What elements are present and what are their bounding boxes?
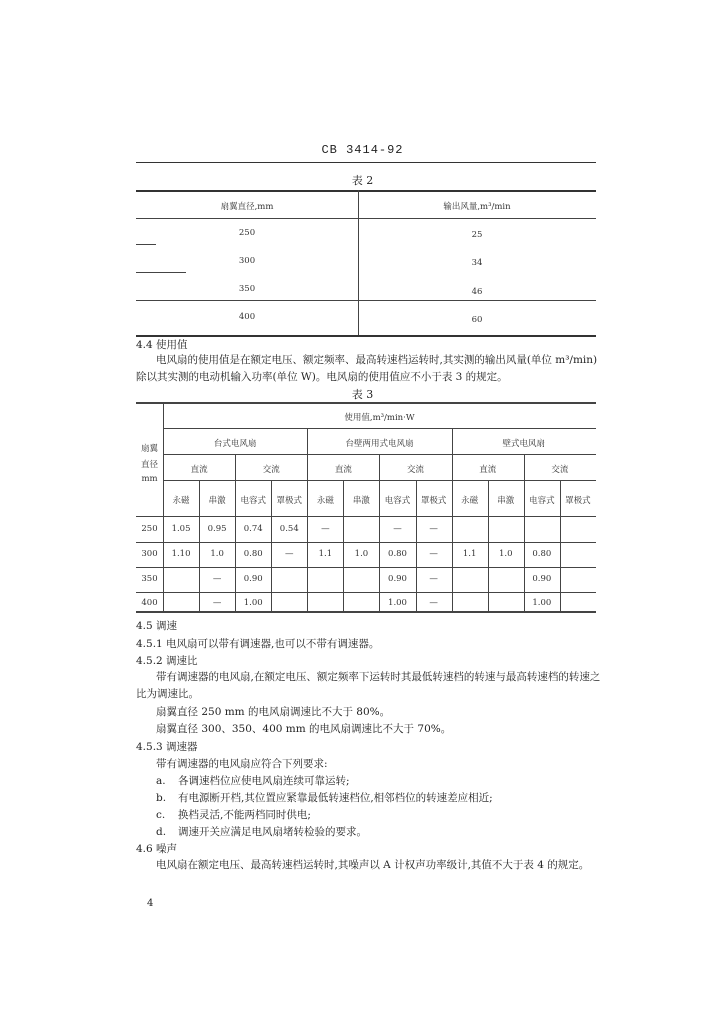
table3-col-header: 永磁 — [172, 496, 190, 506]
table2-diameter-4: 400 — [238, 312, 256, 322]
table3-row-diameter: 250 — [141, 524, 158, 534]
list-item — [156, 807, 311, 822]
table3-row-rule — [136, 592, 596, 593]
table2-diameter-2: 300 — [238, 256, 256, 266]
table3-rowhead-divider — [163, 402, 164, 613]
table3-group-header: 台壁两用式电风扇 — [345, 439, 414, 449]
table3-subgroup-header: 交流 — [551, 465, 569, 475]
table3-bottom-rule — [136, 611, 596, 613]
table3-rowhead-2: 直径 — [140, 460, 158, 470]
list-text: 换档灵活,不能两档同时供电; — [178, 809, 311, 821]
table2-flow-3: 46 — [471, 287, 483, 297]
table3-rowhead-1: 扇翼 — [140, 444, 158, 454]
table2-header-rule — [136, 218, 596, 219]
list-text: 调速开关应满足电风扇堵转检验的要求。 — [178, 826, 367, 838]
table3-cell: — — [429, 524, 438, 534]
table3-col-header: 电容式 — [529, 496, 555, 506]
table3-cell: 1.0 — [354, 549, 369, 559]
table3-cell: 1.1 — [462, 549, 477, 559]
table3-rowhead-3: mm — [141, 474, 158, 484]
table3-cell: — — [429, 574, 438, 584]
table3-col-header: 电容式 — [240, 496, 266, 506]
table2-diameter-1: 250 — [238, 228, 256, 238]
table3-cell: 0.95 — [207, 524, 227, 534]
section-4-5-2-line-2: 扇翼直径 300、350、400 mm 的电风扇调速比不大于 70%。 — [156, 723, 452, 735]
table2-row-rule — [136, 272, 186, 273]
table3-cell: — — [429, 598, 438, 608]
table3-subgroup-header: 直流 — [334, 465, 352, 475]
table3-cell: — — [321, 524, 330, 534]
table3-top-header: 使用值,m³/min·W — [344, 413, 415, 423]
table3-cell: 0.54 — [279, 524, 299, 534]
section-4-6-title: 4.6 噪声 — [136, 843, 178, 855]
section-4-5-2-line-1: 扇翼直径 250 mm 的电风扇调速比不大于 80%。 — [156, 706, 391, 718]
table3-column-divider — [307, 428, 308, 613]
table3-group-header: 台式电风扇 — [213, 439, 257, 449]
table3-col-header: 罩极式 — [420, 496, 447, 506]
table3-group-header: 壁式电风扇 — [502, 439, 546, 449]
table3-cell: 0.80 — [243, 549, 263, 559]
table3-row-diameter: 400 — [141, 598, 158, 608]
table3-subgroup-header: 直流 — [190, 465, 208, 475]
table3-row-rule — [136, 567, 596, 568]
table2-col2-header: 输出风量,m³/min — [443, 202, 511, 212]
list-text: 有电源断开档,其位置应紧靠最低转速档位,相邻档位的转速差应相近; — [178, 792, 493, 804]
table3-col-header: 串激 — [208, 496, 226, 506]
table3-cell: — — [285, 549, 294, 559]
section-4-5-title: 4.5 调速 — [136, 620, 178, 632]
list-item — [156, 790, 493, 805]
table3-cell: 0.90 — [388, 574, 407, 584]
table3-col-header: 串激 — [497, 496, 515, 506]
table3-col-header: 永磁 — [461, 496, 479, 506]
table3-top-rule — [136, 402, 596, 404]
table3-cell: — — [212, 598, 222, 608]
table3-cell: 0.74 — [243, 524, 263, 534]
table2-flow-2: 34 — [471, 258, 483, 268]
section-4-5-2-title: 4.5.2 调速比 — [136, 655, 198, 667]
table3-row-rule — [136, 542, 596, 543]
table2-diameter-3: 350 — [238, 284, 256, 294]
list-item — [156, 824, 367, 839]
table3-col-header: 电容式 — [384, 496, 411, 506]
table3-head-divider — [163, 428, 596, 429]
list-item — [156, 773, 350, 788]
table2-caption: 表 2 — [351, 174, 374, 187]
section-4-6-paragraph: 电风扇在额定电压、最高转速档运转时,其噪声以 A 计权声功率级计,其值不大于表 4 的规定。 — [156, 859, 590, 871]
table3-row-diameter: 300 — [141, 549, 158, 559]
table2-row-rule — [136, 244, 156, 245]
header-rule — [136, 162, 596, 163]
list-marker: c. — [156, 809, 166, 821]
table2-row-rule — [136, 300, 596, 301]
table3-cell: — — [429, 549, 438, 559]
table3-subgroup-header: 交流 — [407, 465, 425, 475]
table3-column-divider — [524, 454, 525, 613]
table3-cell: — — [212, 574, 222, 584]
list-marker: a. — [156, 775, 166, 787]
page-number: 4 — [147, 898, 154, 909]
list-text: 各调速档位应使电风扇连续可靠运转; — [178, 775, 350, 787]
table3-col-header: 永磁 — [316, 496, 334, 506]
table3-head-bottom-rule — [136, 516, 596, 517]
section-4-5-1: 4.5.1 电风扇可以带有调速器,也可以不带有调速器。 — [136, 638, 380, 650]
table3-cell: 0.80 — [388, 549, 407, 559]
table3-cell: 1.0 — [210, 549, 224, 559]
table3 — [136, 402, 596, 613]
table3-column-divider — [452, 428, 453, 613]
document-header: CB 3414-92 — [321, 143, 404, 157]
table2-flow-4: 60 — [471, 315, 483, 325]
table3-subgroup-header: 交流 — [262, 465, 280, 475]
table2-col1-header: 扇翼直径,mm — [220, 202, 274, 212]
table3-cell: 1.00 — [532, 598, 552, 608]
table3-subgroup-header: 直流 — [479, 465, 497, 475]
list-marker: d. — [156, 826, 167, 838]
table3-col-header: 罩极式 — [565, 496, 591, 506]
table3-cell: 0.90 — [243, 574, 263, 584]
table3-caption: 表 3 — [351, 388, 374, 401]
table3-cell: 0.90 — [532, 574, 552, 584]
table3-col-header: 串激 — [352, 496, 370, 506]
section-4-5-3-title: 4.5.3 调速器 — [136, 741, 198, 753]
table3-cell: 1.10 — [171, 549, 191, 559]
table3-cell: 0.80 — [532, 549, 552, 559]
list-marker: b. — [156, 792, 167, 804]
table3-col-header: 罩极式 — [276, 496, 303, 506]
table3-cell: 1.05 — [171, 524, 191, 534]
table2-flow-1: 25 — [471, 230, 483, 240]
table3-cell: 1.1 — [318, 549, 333, 559]
section-4-5-2-paragraph: 带有调速器的电风扇,在额定电压、额定频率下运转时其最低转速档的转速与最高转速档的转速之比为调速比。 — [136, 671, 601, 700]
table3-cell: 1.0 — [498, 549, 513, 559]
table2 — [136, 190, 596, 336]
table3-cell: 1.00 — [388, 598, 407, 608]
section-4-4-title: 4.4 使用值 — [136, 339, 188, 351]
table2-bottom-rule — [136, 335, 596, 337]
table2-top-rule — [136, 190, 596, 192]
table3-cell: 1.00 — [243, 598, 263, 608]
table3-cell: — — [393, 524, 402, 534]
table3-row-diameter: 350 — [141, 574, 158, 584]
section-4-4-paragraph: 电风扇的使用值是在额定电压、额定频率、最高转速档运转时,其实测的输出风量(单位 m³/min)除以其实测的电动机输入功率(单位 W)。电风扇的使用值应不小于表 3 的规定。 — [136, 354, 598, 383]
section-4-5-3-intro: 带有调速器的电风扇应符合下列要求: — [156, 758, 328, 770]
